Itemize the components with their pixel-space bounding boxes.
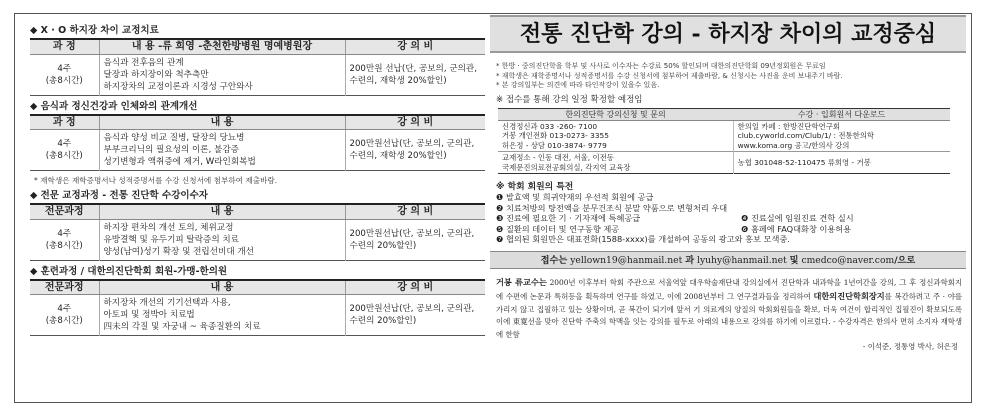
fee-line: 수련의, 재학생 20%할인): [349, 151, 447, 161]
content-cell: [99, 219, 345, 260]
notice-line: * 한방 · 중의진단학을 학부 및 사사로 이수자는 수강료 50% 할인되며 대한의진단학회 09년정회원은 무료임: [496, 62, 826, 70]
benefit-row: [496, 213, 966, 223]
fee-cell: [345, 130, 485, 171]
email-prefix: 접수는: [540, 255, 568, 267]
benefit-item: ❷ 치료처방의 탕전액을 분무건조식 분말 약품으로 변형처리 우대: [496, 202, 728, 213]
term-hours: (총8시간): [45, 151, 83, 161]
header-content: 내 용: [99, 115, 345, 130]
content-line: 달장과 하지장이와 척추측만: [103, 69, 209, 80]
term-weeks: 4주: [57, 63, 72, 74]
content-line: 음식과 전후음의 관계: [103, 57, 184, 68]
email-link[interactable]: cmedco@naver.com: [801, 255, 895, 267]
link-line[interactable]: www.koma.org 공고/한의사 강의: [737, 140, 850, 150]
fee-line: 수련의 20%할인): [349, 316, 417, 326]
fee-line: 수련의, 재학생 20%할인): [349, 75, 447, 86]
content-line: 유방결핵 및 유두기피 탈락증의 치료: [103, 234, 239, 245]
venue-line: 국제문진의료전공회의실, 각지역 교육장: [502, 162, 631, 172]
fee-line: 200만원 선납(단, 공보의, 군의관,: [349, 63, 477, 74]
header-term: 전문과정: [30, 204, 99, 219]
content-line: 부부크리닉의 필요성의 이론, 불감증: [103, 145, 239, 155]
header-term: 과 정: [30, 115, 99, 130]
section-title-xo: ◆ X · O 하지장 차이 교정치료: [30, 25, 159, 36]
header-term: 전문과정: [30, 280, 99, 295]
table-row: [30, 54, 485, 95]
content-cell: [99, 295, 345, 336]
venue-line: 교재정소 - 인동 대전, 서울, 이전동: [502, 153, 614, 162]
fee-cell: [345, 219, 485, 260]
term-weeks: 4주: [57, 228, 72, 239]
bio-journal: 대한의진단학회장지: [813, 291, 885, 302]
header-content: 내 용: [99, 280, 345, 295]
fee-line: 200만원선납(단, 공보의, 군의관,: [349, 139, 475, 149]
benefits-title: ※ 학회 회원의 특전: [496, 182, 574, 192]
professor-bio: [496, 276, 962, 354]
section-title-mental-health: ◆ 음식과 정신건강과 인체와의 관계개선: [30, 100, 198, 112]
content-line: 四未의 각질 및 자궁내 ~ 육종질환의 치료: [103, 322, 261, 332]
term-hours: (총8시간): [45, 240, 83, 251]
content-line: 하지장차의 교정이론과 시경성 구안와사: [103, 81, 253, 92]
benefit-row: [496, 192, 966, 202]
fee-line: 수련의 20%할인): [349, 240, 417, 251]
notice-line: * 재학생은 재학증명서나 성적증명서를 수강 신청서에 첨부하여 제출바람, & 신청시는 사진을 운비 보내주기 바람.: [496, 71, 843, 80]
table-row: [30, 219, 485, 260]
term-hours: (총8시간): [45, 316, 83, 326]
content-cell: [99, 54, 345, 95]
benefit-row: [496, 234, 966, 244]
content-cell: [99, 130, 345, 171]
link-line[interactable]: club.cyworld.com/Club/1/ : 전통한의학: [737, 131, 875, 140]
venue-cell: [498, 152, 733, 174]
phone-line: 허은정 - 상담 010-3874- 9779: [502, 140, 607, 150]
content-line: 아토피 및 정박아 치료법: [103, 310, 195, 320]
right-column: [490, 15, 966, 354]
benefit-item: ❶ 발효액 및 희귀약재의 우선적 회원에 공급: [496, 192, 654, 203]
benefit-row: [496, 224, 966, 234]
header-fee: 강 의 비: [345, 204, 485, 219]
student-note: * 재학생은 재학증명서나 성적증명서를 수강 신청서에 첨부하여 제출바람.: [34, 176, 278, 185]
term-cell: [30, 54, 99, 95]
contact-phones: [498, 120, 733, 152]
bank-cell: [733, 152, 950, 174]
contact-links: [733, 120, 950, 152]
email-link[interactable]: yellown19@hanmail.net: [570, 255, 683, 267]
term-cell: [30, 295, 99, 336]
table-row: [30, 130, 485, 171]
schedule-note: ※ 접수를 통해 강의 일정 확정할 예정임: [496, 94, 643, 105]
section-title-training: ◆ 훈련과정 / 대한의진단학회 회원-가맹-한의원: [30, 265, 228, 277]
bio-text: 2000년 이후부터 학회 주관으로 서울역앞 대우학술재단내 강의실에서 진단학과 내과학을 1년여간을 강의, 그 후 정신과학회지에 수편에 논문과 특허등을 획득하며 연구를 하였고, 이에 2008년부터 그 연구결과들을 정리하여: [496, 278, 962, 302]
contact-header-download: 수강 · 입회원서 다운로드: [733, 108, 950, 120]
fee-cell: [345, 54, 485, 95]
signature: - 이석준, 정통영 박사, 허은정: [862, 342, 958, 352]
table-row: [498, 120, 950, 152]
benefit-item: ❼ 협의된 회원만은 대표전화(1588-xxxx)를 개설하여 공동의 광고와 홍보 모색중.: [496, 234, 790, 245]
notice-line: * 본 강의일부는 의견에 따라 타인작강이 있을수 있음.: [496, 81, 660, 89]
course-table-mental-health: [30, 114, 485, 172]
bank-account: 농협 301048-52-110475 류희영 - 거봉: [737, 157, 871, 167]
email-conj: 과: [685, 255, 695, 267]
course-table-training: [30, 279, 485, 337]
fee-line: 200만원선납(단, 공보의, 군의관,: [349, 304, 475, 314]
contact-header-inquiry: 한의진단학 강의신청 및 문의: [498, 108, 733, 120]
header-fee: 강 의 비: [345, 39, 485, 54]
header-content: 내 용: [99, 204, 345, 219]
link-line[interactable]: 한의일 카페 : 한방진단학연구회: [737, 121, 840, 131]
header-fee: 강 의 비: [345, 280, 485, 295]
email-bar: [490, 251, 966, 269]
fee-line: 200만원선납(단, 공보의, 군의관,: [349, 228, 475, 239]
header-fee: 강 의 비: [345, 115, 485, 130]
banner-title: 전통 진단학 강의 - 하지장 차이의 교정중심: [490, 15, 966, 53]
benefit-item: ❸ 진료에 필요한 기 · 기자재에 특혜공급: [496, 213, 641, 224]
course-table-expert: [30, 203, 485, 261]
table-row: [498, 152, 950, 174]
benefit-item: ❻ 홈페에 FAQ대화창 이용허용: [741, 223, 852, 234]
benefit-row: [496, 203, 966, 213]
benefit-item: ❹ 진료실에 임원진료 견학 실시: [741, 213, 854, 224]
term-cell: [30, 130, 99, 171]
notice-bullets: [490, 62, 966, 91]
content-line: 성기변형과 액취증에 제거, W라인회복법: [103, 157, 256, 167]
content-line: 음식과 양성 비교 질병, 달장의 당뇨병: [103, 133, 245, 143]
term-weeks: 4주: [57, 139, 72, 149]
content-line: 하지장 편차의 개선 토의, 체위교정: [103, 222, 234, 233]
term-weeks: 4주: [57, 304, 72, 314]
email-link[interactable]: lyuhy@hanmail.net: [697, 255, 787, 267]
email-suffix: /으로: [894, 255, 916, 267]
left-column: [30, 22, 485, 340]
course-table-xo: [30, 38, 485, 96]
phone-line: 거봉 개인전화 013-0273- 3355: [502, 131, 609, 140]
content-line: 하지장차 개선의 기기선택과 사용,: [103, 298, 231, 308]
header-content: 내 용 -류 희영 -춘천한방병원 명예병원장: [99, 39, 345, 54]
term-cell: [30, 219, 99, 260]
fee-cell: [345, 295, 485, 336]
content-line: 양성(남여)성기 확장 및 전립선비대 개선: [103, 246, 254, 257]
section-title-expert: ◆ 전문 교정과정 - 전통 진단학 수강이수자: [30, 190, 208, 201]
phone-line: 신경정신과 033 -260- 7100: [502, 121, 598, 131]
bio-lead: 거봉 류교수는: [496, 277, 547, 288]
email-conj: 및: [789, 255, 799, 267]
bio-text: 를 복간하려고 주 · 야를 가리지 않고 집필하고 있는 상황이며, 곧 복간이 되기에 앞서 기 의료계의 양질의 학회회원들을 확보, 더욱 여건이 합리적인 집필진이 확보되도록 이에 東寛선을 맞아 진단학 주축의 학맥을 잇는 강의를 필두로 아래의 내용으로 강의를 하기에 이르렀다. - 수강자격은 한의사 면허 소지자 재학생에 한함: [496, 292, 962, 339]
header-term: 과 정: [30, 39, 99, 54]
member-benefits: [496, 182, 966, 244]
benefit-item: ❺ 질환의 데이터 및 연구동향 제공: [496, 223, 620, 234]
term-hours: (총8시간): [45, 75, 83, 86]
table-row: [30, 295, 485, 336]
contact-table: [498, 108, 950, 175]
